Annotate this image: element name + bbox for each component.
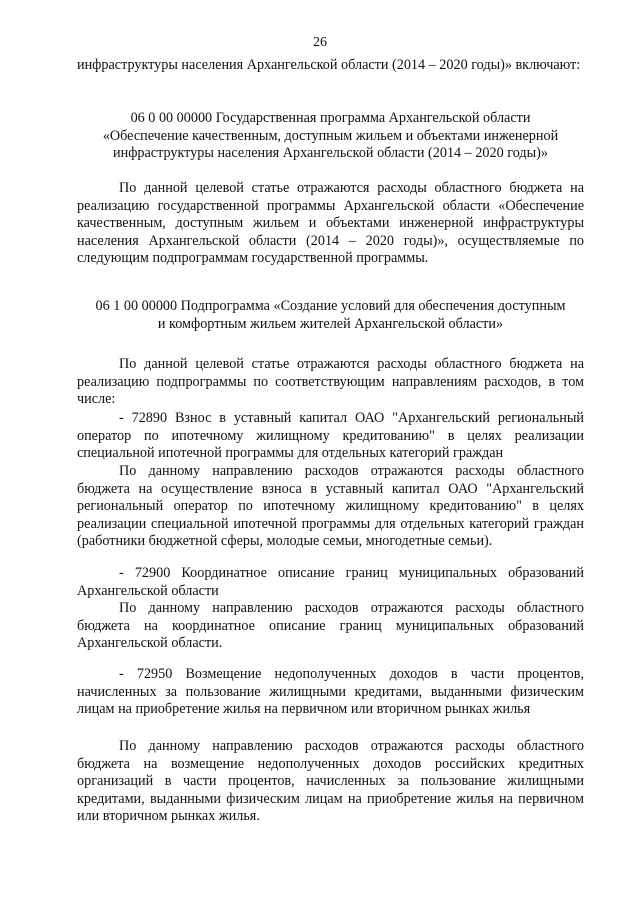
paragraph-text: По данному направлению расходов отражаются расходы областного бюджета на осуществление взноса в уставный капитал ОАО "Архангельский региональный оператор по ипотечному жилищному кредитованию" в целях реализации специальной ипотечной программы для отдельных категорий граждан (работники бюджетной сферы, молодые семьи, многодетные семьи). (77, 463, 584, 550)
paragraph-text: - 72900 Координатное описание границ муниципальных образований Архангельской области (77, 565, 584, 599)
heading-line: «Обеспечение качественным, доступным жильем и объектами инженерной (102, 127, 559, 144)
paragraph-text: - 72890 Взнос в уставный капитал ОАО "Архангельский региональный оператор по ипотечному жилищному кредитованию" в целях реализации специальной ипотечной программы для отдельных категорий граждан (77, 410, 584, 462)
paragraph-text: - 72950 Возмещение недополученных доходов в части процентов, начисленных за пользование жилищными кредитами, выданными физическим лицам на приобретение жилья на первичном или вторичном рынках жилья (77, 666, 584, 718)
heading-line: 06 1 00 00000 Подпрограмма «Создание условий для обеспечения доступным (95, 298, 566, 314)
item-72950-title (77, 666, 584, 719)
paragraph-text: По данной целевой статье отражаются расходы областного бюджета на реализацию подпрограммы по соответствующим направлениям расходов, в том числе: (77, 356, 584, 408)
paragraph-text: По данному направлению расходов отражаются расходы областного бюджета на координатное описание границ муниципальных образований Архангельской области. (77, 600, 584, 652)
intro-paragraph (77, 57, 584, 75)
paragraph-text: По данной целевой статье отражаются расходы областного бюджета на реализацию государственной программы Архангельской области «Обеспечение качественным, доступным жильем и объектами инженерной инфраструктуры населения Архангельской области (2014 – 2020 годы)», осуществляемые по следующим подпрограммам государственной программы. (77, 180, 584, 267)
heading-line: 06 0 00 00000 Государственная программа Архангельской области (130, 110, 531, 126)
subprogram-description (77, 356, 584, 409)
item-72900-title (77, 565, 584, 600)
subprogram-heading (77, 298, 584, 333)
item-72900-description (77, 600, 584, 653)
heading-line: и комфортным жильем жителей Архангельской области» (157, 315, 504, 332)
item-72950-description (77, 738, 584, 826)
heading-line: инфраструктуры населения Архангельской области (2014 – 2020 годы)» (113, 145, 548, 162)
item-72890-title (77, 410, 584, 463)
program-description (77, 180, 584, 268)
paragraph-text: инфраструктуры населения Архангельской области (2014 – 2020 годы)» включают: (77, 57, 581, 73)
item-72890-description (77, 463, 584, 551)
program-heading (77, 110, 584, 163)
page-number: 26 (313, 35, 327, 50)
paragraph-text: По данному направлению расходов отражаются расходы областного бюджета на возмещение недополученных доходов российских кредитных организаций в части процентов, начисленных за пользование жилищными кредитами, выданными физическим лицам на приобретение жилья на первичном или вторичном рынках жилья. (77, 738, 584, 825)
